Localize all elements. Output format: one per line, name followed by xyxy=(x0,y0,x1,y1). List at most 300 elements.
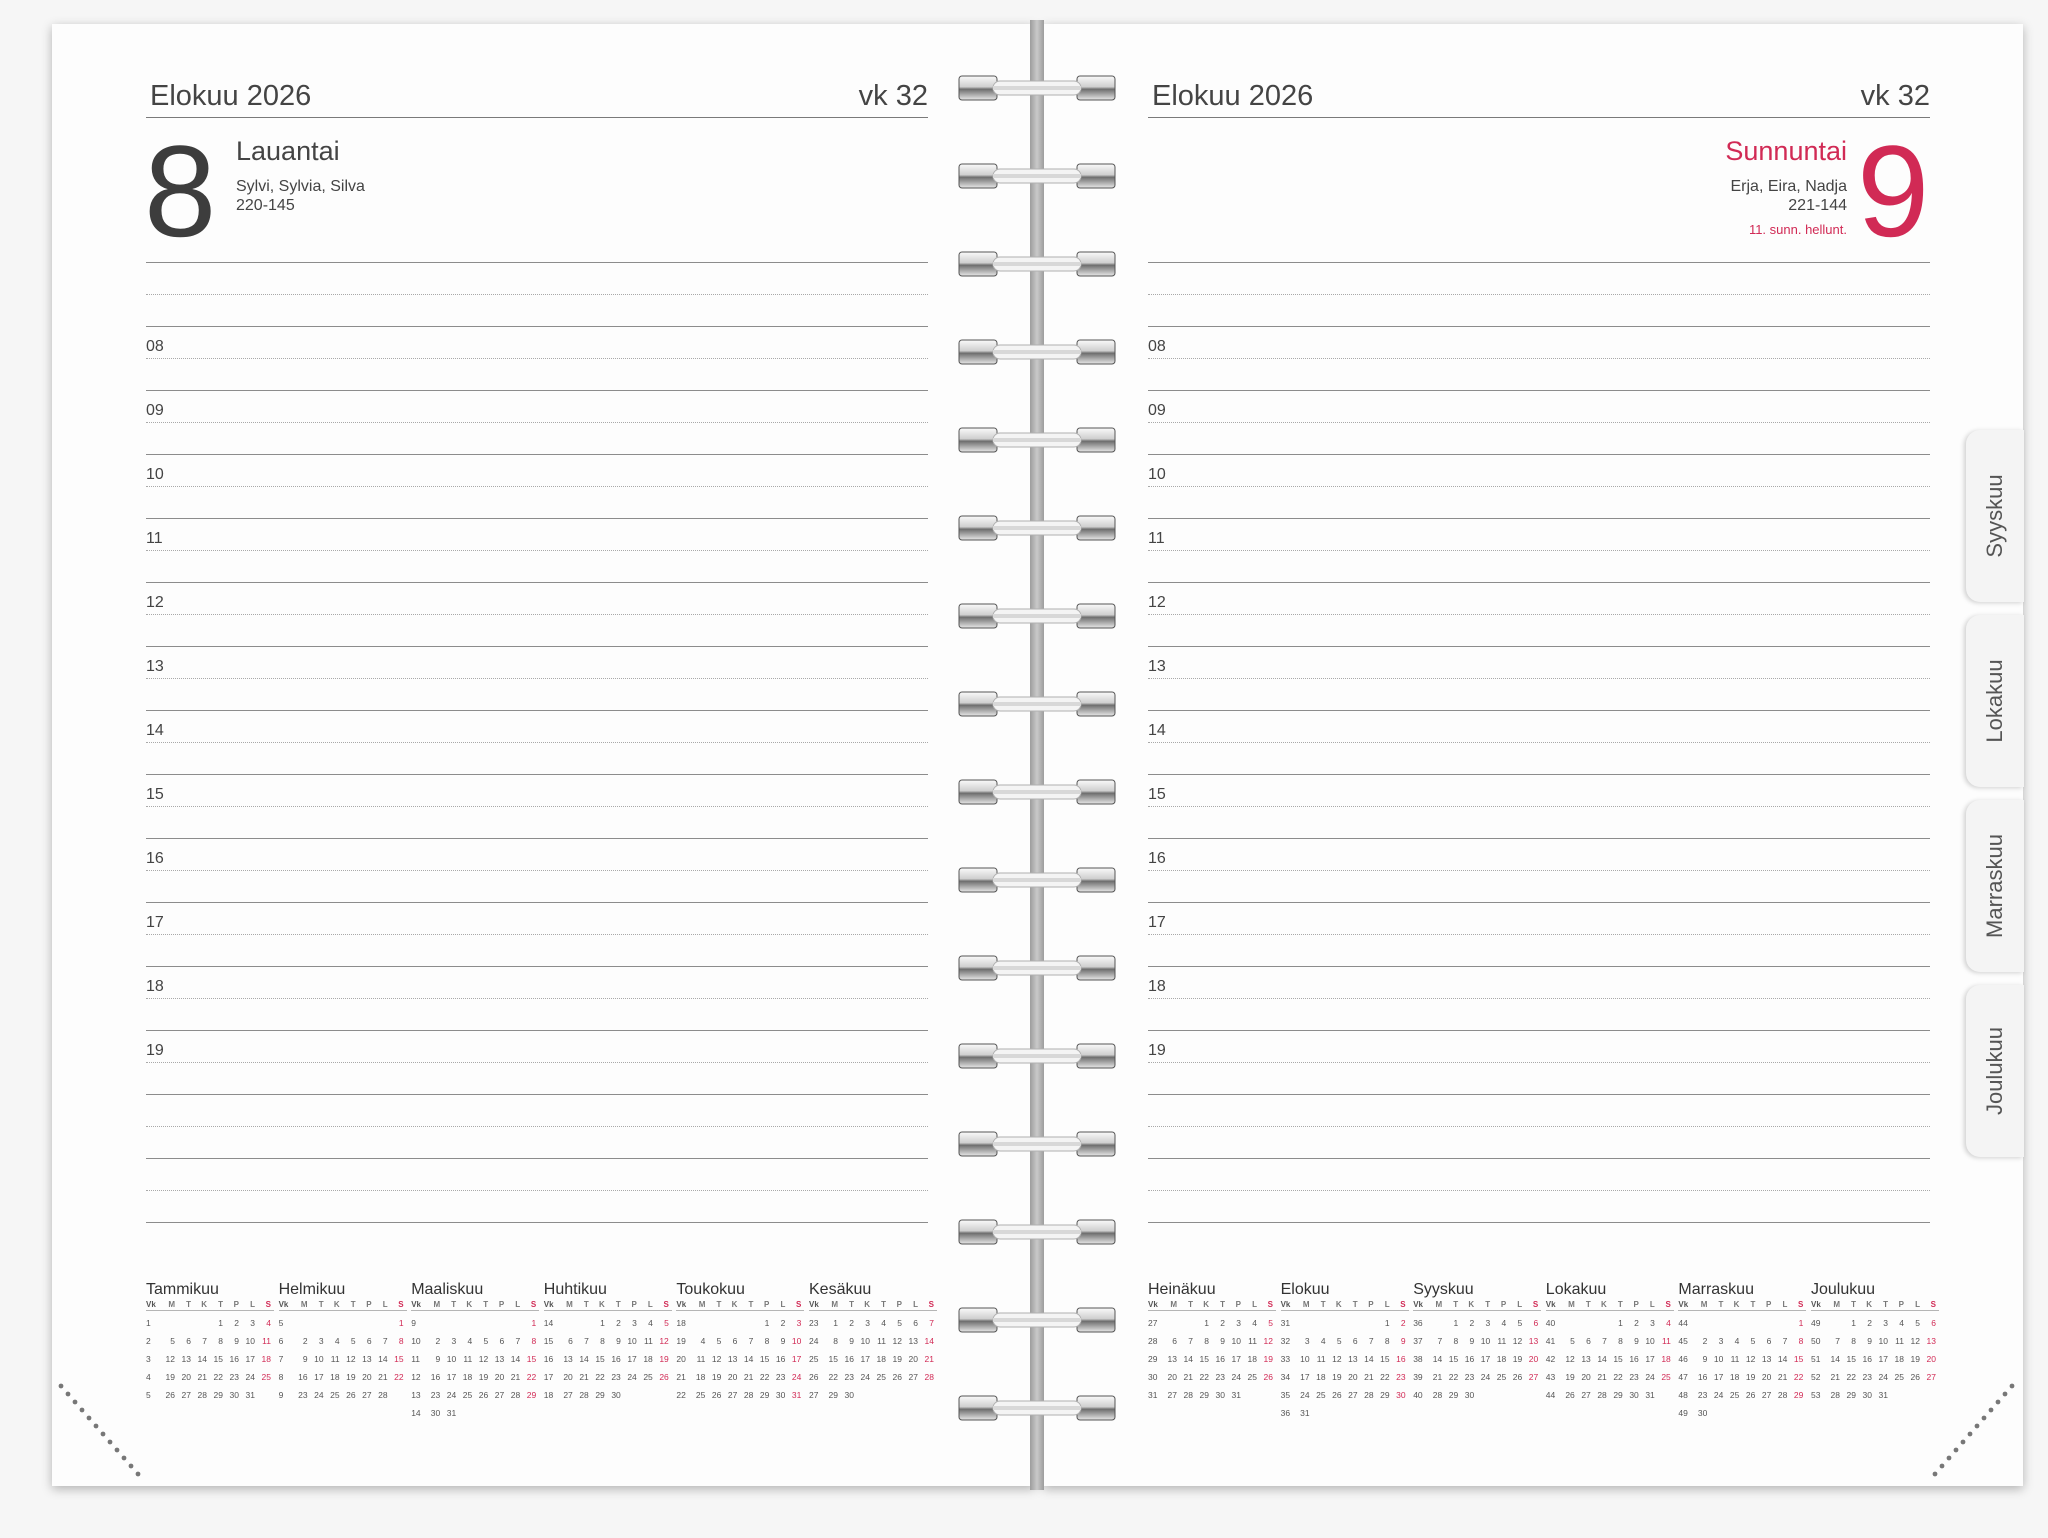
weekday-header-cell: K xyxy=(1866,1300,1872,1309)
day-cell: 8 xyxy=(1204,1336,1209,1346)
week-number-cell: 36 xyxy=(1280,1408,1291,1418)
mini-calendar-month: Syyskuu xyxy=(1413,1281,1474,1298)
weekday-header-cell: S xyxy=(928,1300,934,1309)
weekday-header-cell: T xyxy=(1320,1300,1326,1309)
spiral-ring xyxy=(957,1128,1117,1160)
day-cell: 13 xyxy=(1926,1336,1936,1346)
day-cell: 5 xyxy=(170,1336,175,1346)
day-cell: 22 xyxy=(595,1372,605,1382)
week-number-cell: 19 xyxy=(676,1336,686,1346)
day-cell xyxy=(740,1314,756,1332)
ruled-line xyxy=(1148,646,1930,647)
day-cell: 10 xyxy=(245,1336,255,1346)
day-cell xyxy=(1758,1314,1774,1332)
day-cell: 4 xyxy=(700,1336,706,1346)
day-cell: 4 xyxy=(1734,1336,1740,1346)
day-cell: 4 xyxy=(1320,1336,1326,1346)
week-number-cell: 31 xyxy=(1148,1390,1158,1400)
day-cell: 20 xyxy=(494,1372,505,1382)
day-cell: 6 xyxy=(732,1336,738,1346)
weekday-header-cell: S xyxy=(265,1300,271,1309)
weekday-header-cell: S xyxy=(1400,1300,1406,1309)
day-cell: 21 xyxy=(510,1372,521,1382)
day-cell: 26 xyxy=(659,1372,669,1382)
hour-label: 17 xyxy=(1148,914,1166,931)
day-cell: 15 xyxy=(759,1354,770,1364)
day-cell: 11 xyxy=(1730,1354,1740,1364)
day-cell: 29 xyxy=(1380,1390,1390,1400)
right-holiday-note: 11. sunn. hellunt. xyxy=(1748,222,1847,237)
hour-label: 18 xyxy=(146,978,164,995)
day-cell xyxy=(1891,1386,1907,1404)
ruled-line xyxy=(146,454,928,455)
day-cell: 10 xyxy=(1480,1336,1491,1346)
day-cell: 20 xyxy=(908,1354,918,1364)
day-cell: 31 xyxy=(1878,1390,1888,1400)
mini-calendar-week xyxy=(146,1368,274,1386)
spiral-ring xyxy=(957,72,1117,104)
day-cell: 7 xyxy=(1602,1336,1607,1346)
weekday-header-cell: T xyxy=(1750,1300,1756,1309)
right-week-number: vk 32 xyxy=(1860,80,1930,112)
day-cell: 26 xyxy=(478,1390,489,1400)
mini-calendar-week xyxy=(146,1332,274,1350)
day-cell: 28 xyxy=(510,1390,521,1400)
day-cell xyxy=(724,1314,740,1332)
day-cell xyxy=(178,1314,194,1332)
day-cell: 30 xyxy=(1396,1390,1406,1400)
day-cell: 25 xyxy=(876,1372,886,1382)
day-cell: 18 xyxy=(1894,1354,1904,1364)
hour-label: 18 xyxy=(1148,978,1166,995)
day-cell: 28 xyxy=(579,1390,589,1400)
dotted-line xyxy=(146,294,928,295)
day-cell: 3 xyxy=(632,1318,637,1328)
day-cell: 8 xyxy=(764,1336,770,1346)
tab-label: Syyskuu xyxy=(1982,474,2007,558)
day-cell: 17 xyxy=(314,1372,324,1382)
week-number-cell: 12 xyxy=(411,1372,421,1382)
ruled-line xyxy=(1148,1030,1930,1031)
week-number-cell: 48 xyxy=(1678,1390,1688,1400)
day-cell: 25 xyxy=(1729,1390,1740,1400)
weekday-header-cell: L xyxy=(1915,1300,1920,1309)
hour-label: 15 xyxy=(146,786,164,803)
day-cell xyxy=(1594,1314,1610,1332)
mini-calendar-week xyxy=(1811,1314,1939,1332)
week-number-cell: 53 xyxy=(1811,1390,1821,1400)
ruled-line xyxy=(1148,390,1930,391)
mini-calendar-weekdays xyxy=(146,1299,274,1311)
right-month-year: Elokuu 2026 xyxy=(1152,80,1314,112)
mini-calendar-week xyxy=(279,1350,407,1368)
mini-calendar-month: Lokakuu xyxy=(1545,1281,1607,1298)
day-cell: 7 xyxy=(929,1318,934,1328)
weekday-header-cell: S xyxy=(530,1300,537,1309)
day-cell: 10 xyxy=(1713,1354,1724,1364)
day-cell xyxy=(295,1314,311,1332)
weekday-header-cell: P xyxy=(366,1300,372,1309)
day-cell: 7 xyxy=(382,1336,388,1346)
week-number-cell: 14 xyxy=(543,1318,554,1328)
ruled-line xyxy=(1148,1222,1930,1223)
day-cell xyxy=(1710,1314,1726,1332)
left-day-name: Lauantai xyxy=(236,136,340,166)
left-name-days: Sylvi, Sylvia, Silva xyxy=(236,178,365,195)
ruled-line xyxy=(1148,1158,1930,1159)
day-cell: 20 xyxy=(1581,1372,1591,1382)
right-perforation-corner xyxy=(1918,1380,2018,1480)
weekday-header-cell: K xyxy=(201,1300,207,1309)
mini-calendar-month: Maaliskuu xyxy=(411,1281,484,1298)
mini-calendar-week xyxy=(1148,1314,1276,1332)
day-cell: 19 xyxy=(1565,1372,1575,1382)
weekday-header-cell: P xyxy=(1235,1300,1241,1309)
day-cell xyxy=(857,1386,873,1404)
day-cell: 24 xyxy=(1300,1390,1310,1400)
mini-calendar-weekdays xyxy=(676,1299,804,1311)
week-number-cell: 2 xyxy=(146,1336,151,1346)
weekday-header-cell: M xyxy=(1700,1300,1708,1309)
day-cell xyxy=(1578,1314,1594,1332)
day-cell: 5 xyxy=(1517,1318,1523,1328)
day-cell: 8 xyxy=(1851,1336,1856,1346)
day-cell: 4 xyxy=(1899,1318,1904,1328)
mini-calendar-week xyxy=(676,1314,804,1332)
mini-calendar-week xyxy=(1546,1386,1674,1404)
day-cell: 8 xyxy=(833,1336,838,1346)
day-cell xyxy=(258,1386,274,1404)
weekday-header-cell: Vk xyxy=(1413,1300,1423,1309)
day-cell: 23 xyxy=(844,1372,854,1382)
day-cell xyxy=(889,1386,905,1404)
weekday-header-cell: Vk xyxy=(1678,1300,1689,1309)
ruled-line xyxy=(1148,966,1930,967)
day-cell: 21 xyxy=(1432,1372,1443,1382)
tab-syyskuu[interactable] xyxy=(1966,430,2024,602)
day-cell xyxy=(162,1314,178,1332)
day-cell: 7 xyxy=(202,1336,207,1346)
day-cell: 26 xyxy=(711,1390,722,1400)
week-number-cell: 22 xyxy=(676,1390,686,1400)
day-cell: 30 xyxy=(430,1408,441,1418)
spiral-ring xyxy=(957,336,1117,368)
mini-calendar-week xyxy=(1546,1350,1674,1368)
right-name-days: Erja, Eira, Nadja xyxy=(1730,178,1847,195)
dotted-line xyxy=(1148,614,1930,615)
day-cell: 28 xyxy=(1364,1390,1374,1400)
weekday-header-cell: Vk xyxy=(809,1300,819,1309)
weekday-header-cell: T xyxy=(218,1300,223,1309)
dotted-line xyxy=(146,1126,928,1127)
day-cell: 6 xyxy=(186,1336,191,1346)
day-cell: 4 xyxy=(648,1318,653,1328)
weekday-header-cell: T xyxy=(318,1300,324,1309)
day-cell: 5 xyxy=(664,1318,669,1328)
day-cell: 8 xyxy=(1453,1336,1459,1346)
day-cell xyxy=(443,1314,459,1332)
mini-calendar-week xyxy=(809,1350,937,1368)
mini-calendar-week xyxy=(544,1314,672,1332)
weekday-header-cell: T xyxy=(186,1300,191,1309)
mini-calendar xyxy=(146,1280,274,1404)
weekday-header-cell: S xyxy=(1267,1300,1273,1309)
day-cell: 26 xyxy=(165,1390,175,1400)
day-cell: 15 xyxy=(595,1354,605,1364)
day-cell: 27 xyxy=(1348,1390,1358,1400)
weekday-header-cell: T xyxy=(583,1300,589,1309)
day-cell: 5 xyxy=(1336,1336,1342,1346)
week-number-cell: 7 xyxy=(278,1354,284,1364)
day-cell: 12 xyxy=(659,1336,669,1346)
weekday-header-cell: T xyxy=(615,1300,621,1309)
day-cell: 6 xyxy=(1766,1336,1772,1346)
day-cell: 2 xyxy=(1220,1318,1225,1328)
week-number-cell: 25 xyxy=(809,1354,819,1364)
day-cell xyxy=(873,1386,889,1404)
day-cell: 29 xyxy=(1613,1390,1623,1400)
week-number-cell: 4 xyxy=(146,1372,151,1382)
week-number-cell: 20 xyxy=(676,1354,686,1364)
day-cell xyxy=(507,1314,523,1332)
dotted-line xyxy=(1148,870,1930,871)
day-cell: 22 xyxy=(828,1372,838,1382)
weekday-header-cell: K xyxy=(333,1300,340,1309)
tab-joulukuu[interactable] xyxy=(1966,985,2024,1157)
day-cell: 14 xyxy=(1597,1354,1607,1364)
day-cell: 2 xyxy=(435,1336,441,1346)
day-cell xyxy=(1180,1314,1196,1332)
week-number-cell: 39 xyxy=(1413,1372,1423,1382)
weekday-header-cell: P xyxy=(1633,1300,1639,1309)
weekday-header-cell: S xyxy=(796,1300,802,1309)
day-cell: 18 xyxy=(876,1354,886,1364)
day-cell: 23 xyxy=(775,1372,786,1382)
mini-calendar-weekdays xyxy=(1811,1299,1939,1311)
day-cell: 22 xyxy=(394,1372,404,1382)
day-cell: 10 xyxy=(860,1336,870,1346)
day-cell: 27 xyxy=(1926,1372,1936,1382)
hour-label: 12 xyxy=(1148,594,1166,611)
day-cell: 20 xyxy=(727,1372,738,1382)
day-cell: 9 xyxy=(1867,1336,1872,1346)
day-cell: 16 xyxy=(611,1354,621,1364)
day-cell: 29 xyxy=(1846,1390,1856,1400)
day-cell xyxy=(1361,1404,1377,1422)
day-cell xyxy=(391,1386,407,1404)
mini-calendar-week xyxy=(1546,1332,1674,1350)
day-cell: 9 xyxy=(1220,1336,1225,1346)
day-cell: 3 xyxy=(1718,1336,1724,1346)
mini-calendar-week xyxy=(809,1386,937,1404)
mini-calendar-week xyxy=(809,1368,937,1386)
week-number-cell: 6 xyxy=(278,1336,284,1346)
tab-marraskuu[interactable] xyxy=(1966,800,2024,972)
ruled-line xyxy=(1148,902,1930,903)
mini-calendar-month: Marraskuu xyxy=(1678,1281,1754,1298)
day-cell xyxy=(1658,1386,1674,1404)
dotted-line xyxy=(146,1062,928,1063)
day-cell: 4 xyxy=(467,1336,473,1346)
weekday-header-cell: Vk xyxy=(1811,1300,1821,1309)
day-cell: 28 xyxy=(1830,1390,1840,1400)
day-cell: 8 xyxy=(218,1336,223,1346)
weekday-header-cell: Vk xyxy=(411,1300,421,1309)
week-number-cell: 9 xyxy=(278,1390,284,1400)
tab-lokakuu[interactable] xyxy=(1966,615,2024,787)
day-cell xyxy=(1260,1386,1276,1404)
day-cell: 13 xyxy=(727,1354,738,1364)
day-cell: 6 xyxy=(1172,1336,1177,1346)
weekday-header-cell: L xyxy=(1252,1300,1257,1309)
hour-label: 19 xyxy=(1148,1042,1166,1059)
mini-calendar-week xyxy=(411,1350,539,1368)
weekday-header-cell: T xyxy=(1453,1300,1459,1309)
mini-calendar xyxy=(1148,1280,1276,1404)
day-cell xyxy=(491,1404,507,1422)
day-cell: 11 xyxy=(463,1354,473,1364)
ruled-line xyxy=(146,326,928,327)
mini-calendar-week xyxy=(279,1368,407,1386)
day-cell: 8 xyxy=(1384,1336,1390,1346)
binding-gutter xyxy=(1030,20,1044,1490)
dotted-line xyxy=(146,742,928,743)
day-cell: 2 xyxy=(780,1318,786,1328)
mini-calendar-week xyxy=(544,1386,672,1404)
mini-calendar-week xyxy=(1678,1350,1806,1368)
hour-label: 16 xyxy=(146,850,164,867)
week-number-cell: 44 xyxy=(1545,1390,1556,1400)
day-cell xyxy=(1329,1404,1345,1422)
day-cell: 21 xyxy=(1183,1372,1193,1382)
hour-label: 11 xyxy=(146,530,163,547)
ruled-line xyxy=(146,518,928,519)
left-month-year: Elokuu 2026 xyxy=(150,80,312,112)
dotted-line xyxy=(1148,1126,1930,1127)
week-number-cell: 43 xyxy=(1545,1372,1556,1382)
day-cell: 3 xyxy=(250,1318,255,1328)
day-cell: 3 xyxy=(1883,1318,1888,1328)
mini-calendar-week xyxy=(1413,1314,1541,1332)
ruled-line xyxy=(146,902,928,903)
day-cell: 18 xyxy=(1247,1354,1257,1364)
month-tabs xyxy=(1966,430,2022,1190)
day-cell: 22 xyxy=(1846,1372,1856,1382)
day-cell: 20 xyxy=(181,1372,191,1382)
week-number-cell: 37 xyxy=(1413,1336,1423,1346)
day-cell: 2 xyxy=(1469,1318,1475,1328)
dotted-line xyxy=(1148,806,1930,807)
mini-calendar-week xyxy=(1678,1404,1806,1422)
day-cell: 25 xyxy=(1894,1372,1904,1382)
day-cell: 14 xyxy=(579,1354,589,1364)
day-cell: 29 xyxy=(759,1390,770,1400)
day-cell: 19 xyxy=(1332,1372,1342,1382)
day-cell: 28 xyxy=(378,1390,388,1400)
day-cell: 24 xyxy=(1231,1372,1241,1382)
day-cell: 19 xyxy=(1263,1354,1273,1364)
day-cell xyxy=(311,1314,327,1332)
weekday-header-cell: T xyxy=(1617,1300,1623,1309)
ruled-line xyxy=(146,1222,928,1223)
day-cell xyxy=(1244,1386,1260,1404)
day-cell: 9 xyxy=(234,1336,239,1346)
day-cell: 9 xyxy=(1634,1336,1639,1346)
day-cell xyxy=(1827,1314,1843,1332)
day-cell: 7 xyxy=(1437,1336,1443,1346)
weekday-header-cell: T xyxy=(451,1300,457,1309)
day-cell: 7 xyxy=(1782,1336,1788,1346)
day-cell: 19 xyxy=(659,1354,669,1364)
day-cell: 16 xyxy=(298,1372,308,1382)
spiral-ring xyxy=(957,160,1117,192)
weekday-header-cell: P xyxy=(233,1300,239,1309)
day-cell: 21 xyxy=(579,1372,589,1382)
day-cell: 22 xyxy=(1199,1372,1209,1382)
day-cell: 14 xyxy=(1364,1354,1374,1364)
day-cell: 25 xyxy=(261,1372,271,1382)
dotted-line xyxy=(1148,934,1930,935)
mini-calendar-month: Toukokuu xyxy=(676,1281,745,1298)
ruled-line xyxy=(1148,326,1930,327)
day-cell xyxy=(475,1404,491,1422)
day-cell: 19 xyxy=(1745,1372,1756,1382)
week-number-cell: 45 xyxy=(1678,1336,1688,1346)
day-cell: 9 xyxy=(780,1336,786,1346)
day-cell: 17 xyxy=(860,1354,870,1364)
day-cell: 1 xyxy=(218,1318,223,1328)
day-cell: 14 xyxy=(924,1336,934,1346)
day-cell: 27 xyxy=(1528,1372,1539,1382)
ruled-line xyxy=(146,646,928,647)
week-number-cell: 35 xyxy=(1280,1390,1291,1400)
weekday-header-cell: T xyxy=(748,1300,754,1309)
day-cell: 12 xyxy=(165,1354,175,1364)
day-cell: 31 xyxy=(1300,1408,1310,1418)
day-cell: 26 xyxy=(1745,1390,1756,1400)
day-cell: 16 xyxy=(1862,1354,1872,1364)
day-cell xyxy=(624,1386,640,1404)
day-cell: 27 xyxy=(362,1390,372,1400)
mini-calendar-week xyxy=(1811,1350,1939,1368)
day-cell xyxy=(1393,1404,1409,1422)
weekday-header-cell: P xyxy=(896,1300,902,1309)
mini-calendar-week xyxy=(279,1386,407,1404)
day-cell xyxy=(1493,1386,1509,1404)
day-cell: 30 xyxy=(611,1390,621,1400)
day-cell: 15 xyxy=(1793,1354,1804,1364)
day-cell: 5 xyxy=(1268,1318,1273,1328)
day-cell: 28 xyxy=(1597,1390,1607,1400)
week-number-cell: 9 xyxy=(411,1318,416,1328)
week-number-cell: 11 xyxy=(411,1354,421,1364)
day-cell: 23 xyxy=(229,1372,239,1382)
mini-calendar-week xyxy=(1678,1368,1806,1386)
week-number-cell: 14 xyxy=(411,1408,421,1418)
weekday-header-cell: T xyxy=(881,1300,886,1309)
day-cell: 20 xyxy=(563,1372,573,1382)
right-schedule-lines xyxy=(1148,0,1930,1230)
weekday-header-cell: S xyxy=(663,1300,669,1309)
weekday-header-cell: L xyxy=(1517,1300,1523,1309)
day-cell xyxy=(1774,1404,1790,1422)
mini-calendar xyxy=(809,1280,937,1404)
day-cell: 20 xyxy=(1926,1354,1936,1364)
weekday-header-cell: Vk xyxy=(146,1300,156,1309)
hour-label: 12 xyxy=(146,594,164,611)
mini-calendar-week xyxy=(1281,1350,1409,1368)
week-number-cell: 41 xyxy=(1545,1336,1556,1346)
